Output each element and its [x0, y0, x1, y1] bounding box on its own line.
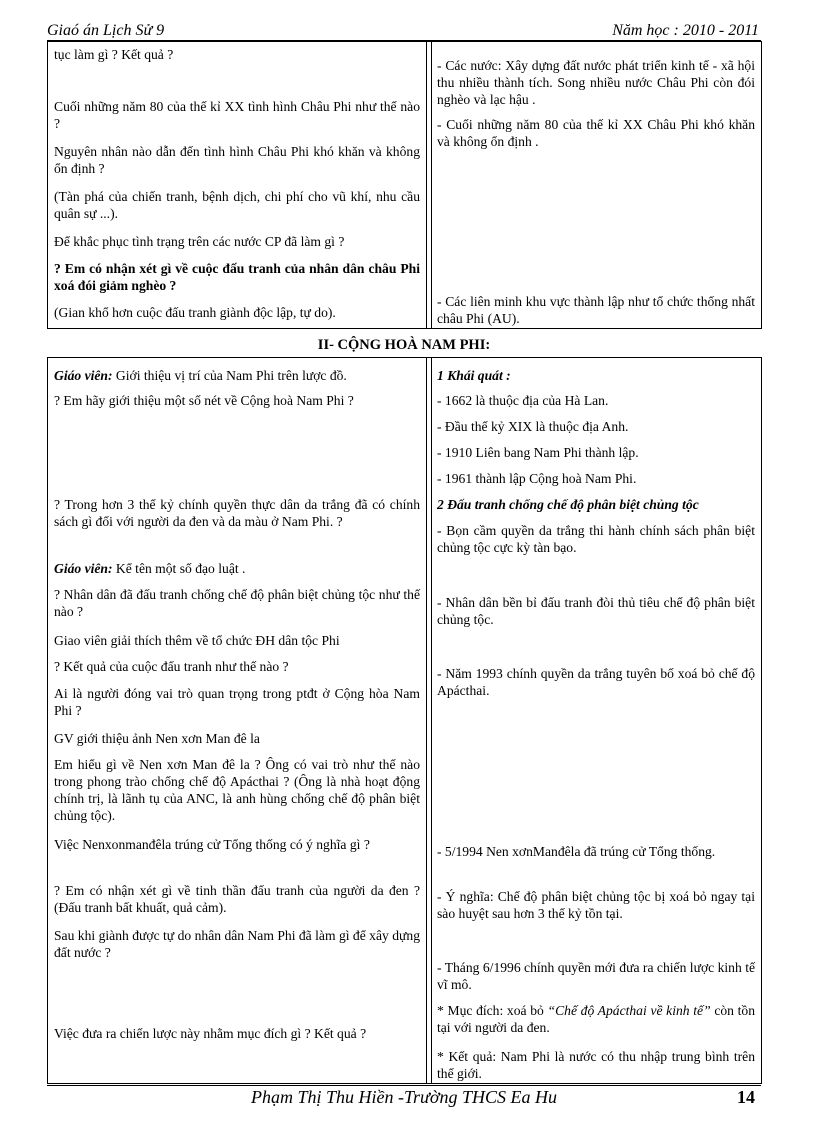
subsection-heading: 1 Khái quát : — [437, 368, 511, 383]
content-item: - Năm 1993 chính quyền da trắng tuyên bố xoá bỏ chế độ Apácthai. — [437, 666, 755, 698]
subsection-heading: 2 Đấu tranh chống chế độ phân biệt chủng tộc — [437, 497, 699, 512]
header-subject: Giaó án Lịch Sử 9 — [47, 22, 165, 39]
section-title: II- CỘNG HOÀ NAM PHI: — [317, 337, 491, 353]
content-item: * Kết quả: Nam Phi là nước có thu nhập trung bình trên thế giới. — [437, 1049, 755, 1081]
purpose-rest: còn tồn tại với người da đen. — [437, 1003, 755, 1035]
question-text: ? Trong hơn 3 thế kỷ chính quyền thực dân da trắng đã có chính sách gì đối với người da đen và da màu ở Nam Phi. ? — [54, 497, 420, 529]
content-item: - 1910 Liên bang Nam Phi thành lập. — [437, 445, 639, 460]
question-text: ? Em có nhận xét gì về tinh thần đấu tranh của người da đen ? (Đấu tranh bất khuất, quả cảm). — [54, 883, 420, 915]
explanation-text: (Tàn phá của chiến tranh, bệnh dịch, chi phí cho vũ khí, nhu cầu quân sự ...). — [54, 189, 420, 221]
question-text: Sau khi giành được tự do nhân dân Nam Phi đã làm gì để xây dựng đất nước ? — [54, 928, 420, 960]
teacher-student-column — [48, 358, 427, 1083]
page-number: 14 — [737, 1087, 755, 1107]
explanation-text: GV giới thiệu ảnh Nen xơn Man đê la — [54, 731, 260, 746]
question-text: ? Em hãy giới thiệu một số nét về Cộng hoà Nam Phi ? — [54, 393, 354, 408]
content-item: - Tháng 6/1996 chính quyền mới đưa ra chiến lược kinh tế vĩ mô. — [437, 960, 755, 992]
content-item: - Cuối những năm 80 của thế kỉ XX Châu Phi khó khăn và không ổn định . — [437, 117, 755, 149]
question-text: ? Kết quả của cuộc đấu tranh như thế nào ? — [54, 659, 289, 674]
content-item: - Đầu thế kỷ XIX là thuộc địa Anh. — [437, 419, 629, 434]
question-text: tục làm gì ? Kết quả ? — [54, 47, 174, 62]
question-text: Em hiểu gì về Nen xơn Man đê la ? Ông có vai trò như thế nào trong phong trào chống chế độ Apácthai ? (Ông là nhà hoạt động chính trị, là lãnh tụ của ANC, là anh hùng chống chế độ phân biệt chủng tộc). — [54, 757, 420, 823]
content-item: - Bọn cầm quyền da trắng thi hành chính sách phân biệt chủng tộc cực kỳ tàn bạo. — [437, 523, 755, 555]
page-header — [47, 22, 759, 40]
content-item: - Nhân dân bền bỉ đấu tranh đòi thủ tiêu chế độ phân biệt chủng tộc. — [437, 595, 755, 627]
page-footer — [47, 1087, 761, 1109]
content-item: - 5/1994 Nen xơnManđêla đã trúng cử Tổng thống. — [437, 844, 716, 859]
teacher-note-text: Giới thiệu vị trí của Nam Phi trên lược đồ. — [112, 368, 347, 383]
content-item: - Các liên minh khu vực thành lập như tổ chức thống nhất châu Phi (AU). — [437, 294, 755, 326]
teacher-note-text: Kể tên một số đạo luật . — [112, 561, 246, 576]
question-text: Cuối những năm 80 của thế kỉ XX tình hình Châu Phi như thế nào ? — [54, 99, 420, 131]
question-text: Việc Nenxonmanđêla trúng cử Tổng thống có ý nghĩa gì ? — [54, 837, 370, 852]
header-school-year: Năm học : 2010 - 2011 — [612, 22, 759, 39]
explanation-text: (Gian khổ hơn cuộc đấu tranh giành độc lập, tự do). — [54, 305, 336, 320]
content-item: - 1662 là thuộc địa của Hà Lan. — [437, 393, 609, 408]
content-column — [431, 42, 761, 328]
teacher-label: Giáo viên: — [54, 368, 113, 383]
teacher-note — [54, 367, 420, 384]
teacher-student-column — [48, 42, 427, 328]
content-item: - Các nước: Xây dựng đất nước phát triển kinh tế - xã hội thu nhiều thành tích. Song nhiều nước Châu Phi còn đói nghèo và lạc hậu . — [437, 58, 755, 107]
question-text: Ai là người đóng vai trò quan trọng trong ptđt ở Cộng hòa Nam Phi ? — [54, 686, 420, 718]
footer-author: Phạm Thị Thu Hiền -Trường THCS Ea Hu — [251, 1087, 557, 1107]
question-text: ? Em có nhận xét gì về cuộc đấu tranh của nhân dân châu Phi xoá đói giảm nghèo ? — [54, 261, 420, 293]
content-item: - Ý nghĩa: Chế độ phân biệt chủng tộc bị xoá bỏ ngay tại sào huyệt sau hơn 3 thế kỷ tồn tại. — [437, 889, 755, 921]
purpose-quote: “Chế độ Apácthai về kinh tế” — [547, 1003, 711, 1018]
footer-divider — [47, 1085, 761, 1086]
explanation-text: Giao viên giải thích thêm về tổ chức ĐH dân tộc Phi — [54, 633, 340, 648]
content-item: - 1961 thành lập Cộng hoà Nam Phi. — [437, 471, 637, 486]
content-item — [437, 1002, 755, 1036]
teacher-note — [54, 560, 420, 577]
question-text: Nguyên nhân nào dẫn đến tình hình Châu Phi khó khăn và không ổn định ? — [54, 144, 420, 176]
table-continued — [47, 41, 762, 329]
question-text: ? Nhân dân đã đấu tranh chống chế độ phân biệt chủng tộc như thế nào ? — [54, 587, 420, 619]
purpose-label: * Mục đích: xoá bỏ — [437, 1003, 548, 1018]
teacher-label: Giáo viên: — [54, 561, 113, 576]
question-text: Việc đưa ra chiến lược này nhằm mục đích gì ? Kết quả ? — [54, 1026, 367, 1041]
question-text: Để khắc phục tình trạng trên các nước CP đã làm gì ? — [54, 234, 345, 249]
content-column — [431, 358, 761, 1083]
table-nam-phi — [47, 357, 762, 1084]
